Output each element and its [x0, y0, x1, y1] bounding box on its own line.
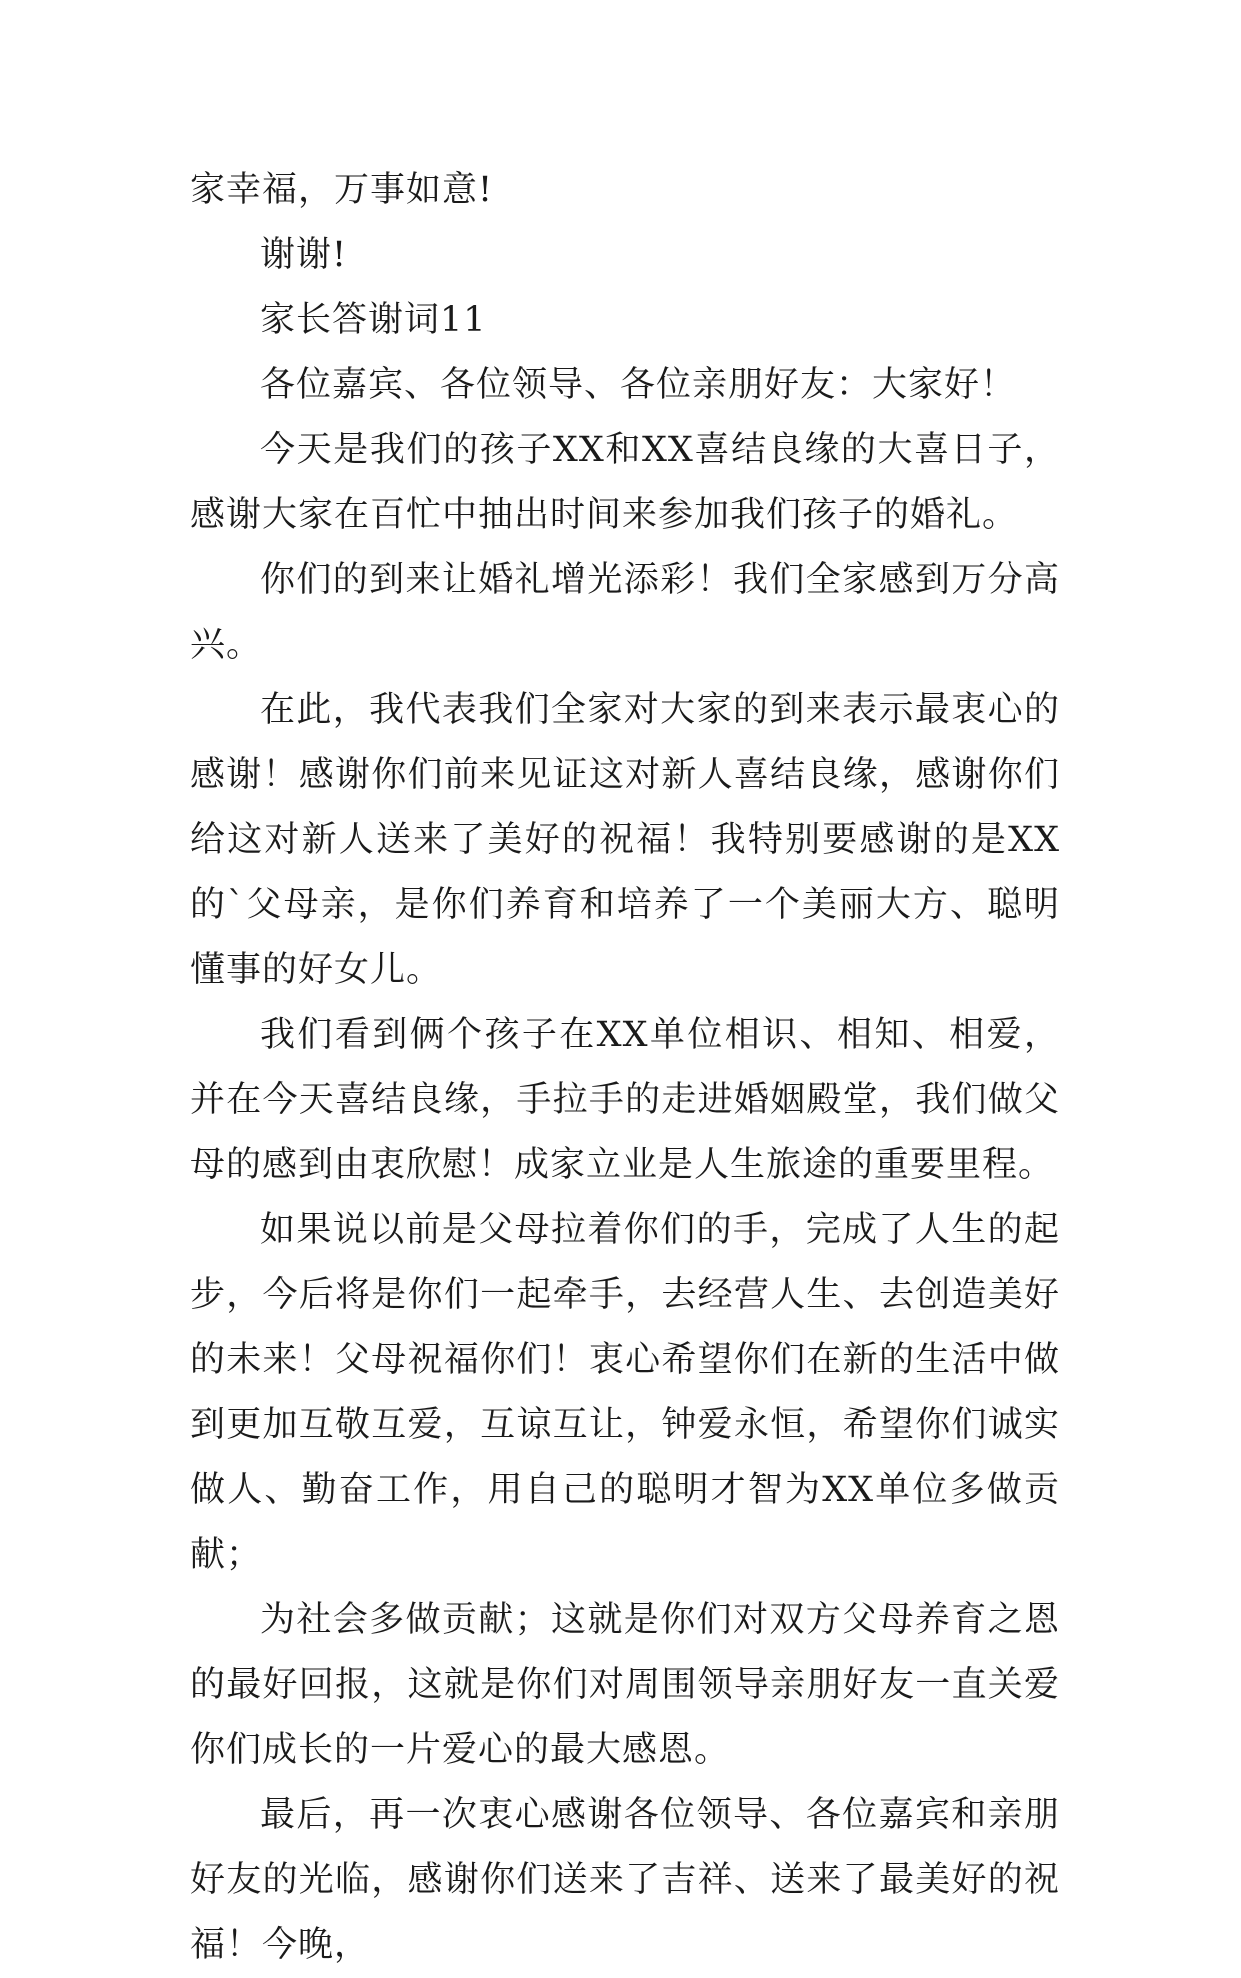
paragraph-continuation: 家幸福，万事如意!: [190, 170, 494, 210]
paragraph-greeting: 各位嘉宾、各位领导、各位亲朋好友：大家好！: [260, 365, 1017, 405]
paragraph-thanks: 谢谢!: [260, 235, 348, 275]
section-heading: 家长答谢词11: [260, 300, 487, 340]
paragraph: 如果说以前是父母拉着你们的手，完成了人生的起步，今后将是你们一起牵手，去经营人生、去创造美好的未来！父母祝福你们！衷心希望你们在新的生活中做到更加互敬互爱，互谅互让，钟爱永恒，希望你们诚实做人、勤奋工作，用自己的聪明才智为XX单位多做贡献；: [190, 1210, 1060, 1575]
paragraph: 今天是我们的孩子XX和XX喜结良缘的大喜日子，感谢大家在百忙中抽出时间来参加我们孩子的婚礼。: [190, 430, 1060, 535]
paragraph: 你们的到来让婚礼增光添彩！我们全家感到万分高兴。: [190, 560, 1060, 665]
paragraph: 最后，再一次衷心感谢各位领导、各位嘉宾和亲朋好友的光临，感谢你们送来了吉祥、送来了最美好的祝福！今晚，: [190, 1795, 1060, 1965]
document-body: [190, 158, 1060, 1978]
paragraph: 为社会多做贡献；这就是你们对双方父母养育之恩的最好回报，这就是你们对周围领导亲朋好友一直关爱你们成长的一片爱心的最大感恩。: [190, 1600, 1060, 1770]
paragraph: 在此，我代表我们全家对大家的到来表示最衷心的感谢！感谢你们前来见证这对新人喜结良缘，感谢你们给这对新人送来了美好的祝福！我特别要感谢的是XX的`父母亲，是你们养育和培养了一个美丽大方、聪明懂事的好女儿。: [190, 690, 1060, 990]
paragraph: 我们看到俩个孩子在XX单位相识、相知、相爱，并在今天喜结良缘，手拉手的走进婚姻殿堂，我们做父母的感到由衷欣慰！成家立业是人生旅途的重要里程。: [190, 1015, 1060, 1185]
